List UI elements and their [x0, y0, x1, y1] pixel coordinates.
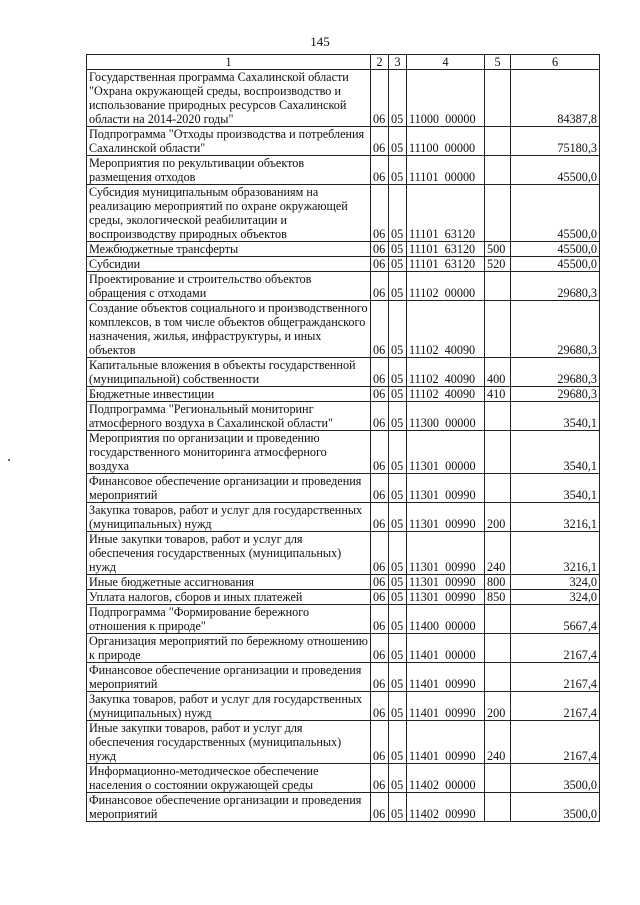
subsection-code-cell: 05	[389, 358, 407, 387]
amount-cell: 2167,4	[511, 663, 600, 692]
amount-cell: 3216,1	[511, 532, 600, 575]
row-name-cell: Иные бюджетные ассигнования	[87, 575, 371, 590]
section-code-cell: 06	[371, 692, 389, 721]
subsection-code-cell: 05	[389, 70, 407, 127]
amount-cell: 84387,8	[511, 70, 600, 127]
table-row	[87, 70, 600, 127]
amount-cell: 3540,1	[511, 402, 600, 431]
section-code-cell: 06	[371, 156, 389, 185]
target-article-cell: 11401 00990	[407, 721, 485, 764]
scan-speck	[8, 459, 10, 461]
header-row	[87, 55, 600, 70]
subsection-code-cell: 05	[389, 431, 407, 474]
section-code-cell: 06	[371, 185, 389, 242]
expense-type-cell: 850	[485, 590, 511, 605]
amount-cell: 5667,4	[511, 605, 600, 634]
target-article-cell: 11100 00000	[407, 127, 485, 156]
section-code-cell: 06	[371, 257, 389, 272]
expense-type-cell: 240	[485, 532, 511, 575]
page-number: 145	[310, 34, 330, 49]
table-row	[87, 721, 600, 764]
row-name-cell: Иные закупки товаров, работ и услуг для обеспечения государственных (муниципальных) нужд	[87, 721, 371, 764]
subsection-code-cell: 05	[389, 721, 407, 764]
expense-type-cell	[485, 70, 511, 127]
expense-type-cell	[485, 272, 511, 301]
subsection-code-cell: 05	[389, 503, 407, 532]
amount-cell: 3500,0	[511, 793, 600, 822]
target-article-cell: 11402 00000	[407, 764, 485, 793]
subsection-code-cell: 05	[389, 793, 407, 822]
row-name-cell: Субсидия муниципальным образованиям на реализацию мероприятий по охране окружающей среды, экологической реабилитации и воспроизводству природных объектов	[87, 185, 371, 242]
subsection-code-cell: 05	[389, 242, 407, 257]
expense-type-cell: 200	[485, 692, 511, 721]
column-header: 4	[407, 55, 485, 70]
amount-cell: 2167,4	[511, 721, 600, 764]
expense-type-cell: 240	[485, 721, 511, 764]
amount-cell: 45500,0	[511, 257, 600, 272]
table-row	[87, 127, 600, 156]
expense-type-cell	[485, 127, 511, 156]
row-name-cell: Закупка товаров, работ и услуг для государственных (муниципальных) нужд	[87, 692, 371, 721]
amount-cell: 3540,1	[511, 474, 600, 503]
row-name-cell: Иные закупки товаров, работ и услуг для обеспечения государственных (муниципальных) нужд	[87, 532, 371, 575]
section-code-cell: 06	[371, 272, 389, 301]
expense-type-cell	[485, 301, 511, 358]
amount-cell: 29680,3	[511, 301, 600, 358]
amount-cell: 29680,3	[511, 358, 600, 387]
target-article-cell: 11301 00990	[407, 532, 485, 575]
table-row	[87, 402, 600, 431]
subsection-code-cell: 05	[389, 692, 407, 721]
row-name-cell: Информационно-методическое обеспечение населения о состоянии окружающей среды	[87, 764, 371, 793]
amount-cell: 324,0	[511, 575, 600, 590]
section-code-cell: 06	[371, 431, 389, 474]
table-row	[87, 387, 600, 402]
target-article-cell: 11101 63120	[407, 242, 485, 257]
table-row	[87, 793, 600, 822]
column-header: 1	[87, 55, 371, 70]
table-row	[87, 532, 600, 575]
subsection-code-cell: 05	[389, 532, 407, 575]
table-row	[87, 663, 600, 692]
amount-cell: 2167,4	[511, 692, 600, 721]
target-article-cell: 11101 63120	[407, 185, 485, 242]
subsection-code-cell: 05	[389, 185, 407, 242]
table-row	[87, 257, 600, 272]
section-code-cell: 06	[371, 590, 389, 605]
target-article-cell: 11300 00000	[407, 402, 485, 431]
table-row	[87, 431, 600, 474]
table-row	[87, 358, 600, 387]
target-article-cell: 11401 00990	[407, 692, 485, 721]
row-name-cell: Уплата налогов, сборов и иных платежей	[87, 590, 371, 605]
expense-type-cell	[485, 764, 511, 793]
amount-cell: 45500,0	[511, 156, 600, 185]
table-row	[87, 301, 600, 358]
row-name-cell: Государственная программа Сахалинской области "Охрана окружающей среды, воспроизводство и использование природных ресурсов Сахалинской области на 2014-2020 годы"	[87, 70, 371, 127]
expense-type-cell: 410	[485, 387, 511, 402]
amount-cell: 3216,1	[511, 503, 600, 532]
table-row	[87, 503, 600, 532]
subsection-code-cell: 05	[389, 764, 407, 793]
target-article-cell: 11301 00000	[407, 431, 485, 474]
budget-table-body	[87, 55, 600, 822]
expense-type-cell: 520	[485, 257, 511, 272]
row-name-cell: Межбюджетные трансферты	[87, 242, 371, 257]
expense-type-cell	[485, 663, 511, 692]
table-row	[87, 764, 600, 793]
amount-cell: 29680,3	[511, 387, 600, 402]
row-name-cell: Бюджетные инвестиции	[87, 387, 371, 402]
table-row	[87, 156, 600, 185]
table-row	[87, 272, 600, 301]
expense-type-cell: 800	[485, 575, 511, 590]
target-article-cell: 11102 40090	[407, 387, 485, 402]
row-name-cell: Подпрограмма "Отходы производства и потребления Сахалинской области"	[87, 127, 371, 156]
expense-type-cell	[485, 605, 511, 634]
row-name-cell: Мероприятия по организации и проведению государственного мониторинга атмосферного воздуха	[87, 431, 371, 474]
table-row	[87, 575, 600, 590]
target-article-cell: 11401 00000	[407, 634, 485, 663]
section-code-cell: 06	[371, 764, 389, 793]
target-article-cell: 11400 00000	[407, 605, 485, 634]
target-article-cell: 11101 63120	[407, 257, 485, 272]
subsection-code-cell: 05	[389, 156, 407, 185]
subsection-code-cell: 05	[389, 663, 407, 692]
target-article-cell: 11301 00990	[407, 503, 485, 532]
expense-type-cell: 200	[485, 503, 511, 532]
section-code-cell: 06	[371, 358, 389, 387]
table-row	[87, 185, 600, 242]
section-code-cell: 06	[371, 793, 389, 822]
section-code-cell: 06	[371, 663, 389, 692]
amount-cell: 75180,3	[511, 127, 600, 156]
amount-cell: 3500,0	[511, 764, 600, 793]
target-article-cell: 11102 40090	[407, 358, 485, 387]
row-name-cell: Подпрограмма "Региональный мониторинг атмосферного воздуха в Сахалинской области"	[87, 402, 371, 431]
row-name-cell: Подпрограмма "Формирование бережного отношения к природе"	[87, 605, 371, 634]
subsection-code-cell: 05	[389, 272, 407, 301]
expense-type-cell	[485, 431, 511, 474]
target-article-cell: 11301 00990	[407, 474, 485, 503]
subsection-code-cell: 05	[389, 257, 407, 272]
subsection-code-cell: 05	[389, 605, 407, 634]
table-row	[87, 590, 600, 605]
subsection-code-cell: 05	[389, 387, 407, 402]
expense-type-cell	[485, 474, 511, 503]
target-article-cell: 11301 00990	[407, 590, 485, 605]
row-name-cell: Финансовое обеспечение организации и проведения мероприятий	[87, 474, 371, 503]
expense-type-cell: 500	[485, 242, 511, 257]
subsection-code-cell: 05	[389, 301, 407, 358]
row-name-cell: Создание объектов социального и производственного комплексов, в том числе объектов общегражданского назначения, жилья, инфраструктуры, и иных объектов	[87, 301, 371, 358]
target-article-cell: 11102 40090	[407, 301, 485, 358]
column-header: 5	[485, 55, 511, 70]
row-name-cell: Организация мероприятий по бережному отношению к природе	[87, 634, 371, 663]
section-code-cell: 06	[371, 575, 389, 590]
table-row	[87, 474, 600, 503]
column-header: 2	[371, 55, 389, 70]
section-code-cell: 06	[371, 242, 389, 257]
amount-cell: 3540,1	[511, 431, 600, 474]
target-article-cell: 11102 00000	[407, 272, 485, 301]
subsection-code-cell: 05	[389, 127, 407, 156]
amount-cell: 324,0	[511, 590, 600, 605]
row-name-cell: Финансовое обеспечение организации и проведения мероприятий	[87, 793, 371, 822]
subsection-code-cell: 05	[389, 634, 407, 663]
section-code-cell: 06	[371, 127, 389, 156]
expense-type-cell: 400	[485, 358, 511, 387]
target-article-cell: 11401 00990	[407, 663, 485, 692]
section-code-cell: 06	[371, 532, 389, 575]
expense-type-cell	[485, 402, 511, 431]
section-code-cell: 06	[371, 70, 389, 127]
section-code-cell: 06	[371, 634, 389, 663]
amount-cell: 2167,4	[511, 634, 600, 663]
row-name-cell: Финансовое обеспечение организации и проведения мероприятий	[87, 663, 371, 692]
expense-type-cell	[485, 185, 511, 242]
budget-table	[86, 54, 600, 822]
expense-type-cell	[485, 793, 511, 822]
table-row	[87, 634, 600, 663]
section-code-cell: 06	[371, 387, 389, 402]
row-name-cell: Капитальные вложения в объекты государственной (муниципальной) собственности	[87, 358, 371, 387]
table-row	[87, 692, 600, 721]
subsection-code-cell: 05	[389, 575, 407, 590]
section-code-cell: 06	[371, 402, 389, 431]
section-code-cell: 06	[371, 474, 389, 503]
subsection-code-cell: 05	[389, 590, 407, 605]
section-code-cell: 06	[371, 605, 389, 634]
expense-type-cell	[485, 156, 511, 185]
amount-cell: 45500,0	[511, 185, 600, 242]
row-name-cell: Мероприятия по рекультивации объектов размещения отходов	[87, 156, 371, 185]
row-name-cell: Проектирование и строительство объектов обращения с отходами	[87, 272, 371, 301]
section-code-cell: 06	[371, 721, 389, 764]
amount-cell: 29680,3	[511, 272, 600, 301]
column-header: 3	[389, 55, 407, 70]
target-article-cell: 11402 00990	[407, 793, 485, 822]
table-row	[87, 242, 600, 257]
column-header: 6	[511, 55, 600, 70]
target-article-cell: 11000 00000	[407, 70, 485, 127]
row-name-cell: Закупка товаров, работ и услуг для государственных (муниципальных) нужд	[87, 503, 371, 532]
table-row	[87, 605, 600, 634]
target-article-cell: 11301 00990	[407, 575, 485, 590]
subsection-code-cell: 05	[389, 474, 407, 503]
section-code-cell: 06	[371, 301, 389, 358]
amount-cell: 45500,0	[511, 242, 600, 257]
target-article-cell: 11101 00000	[407, 156, 485, 185]
section-code-cell: 06	[371, 503, 389, 532]
expense-type-cell	[485, 634, 511, 663]
subsection-code-cell: 05	[389, 402, 407, 431]
row-name-cell: Субсидии	[87, 257, 371, 272]
